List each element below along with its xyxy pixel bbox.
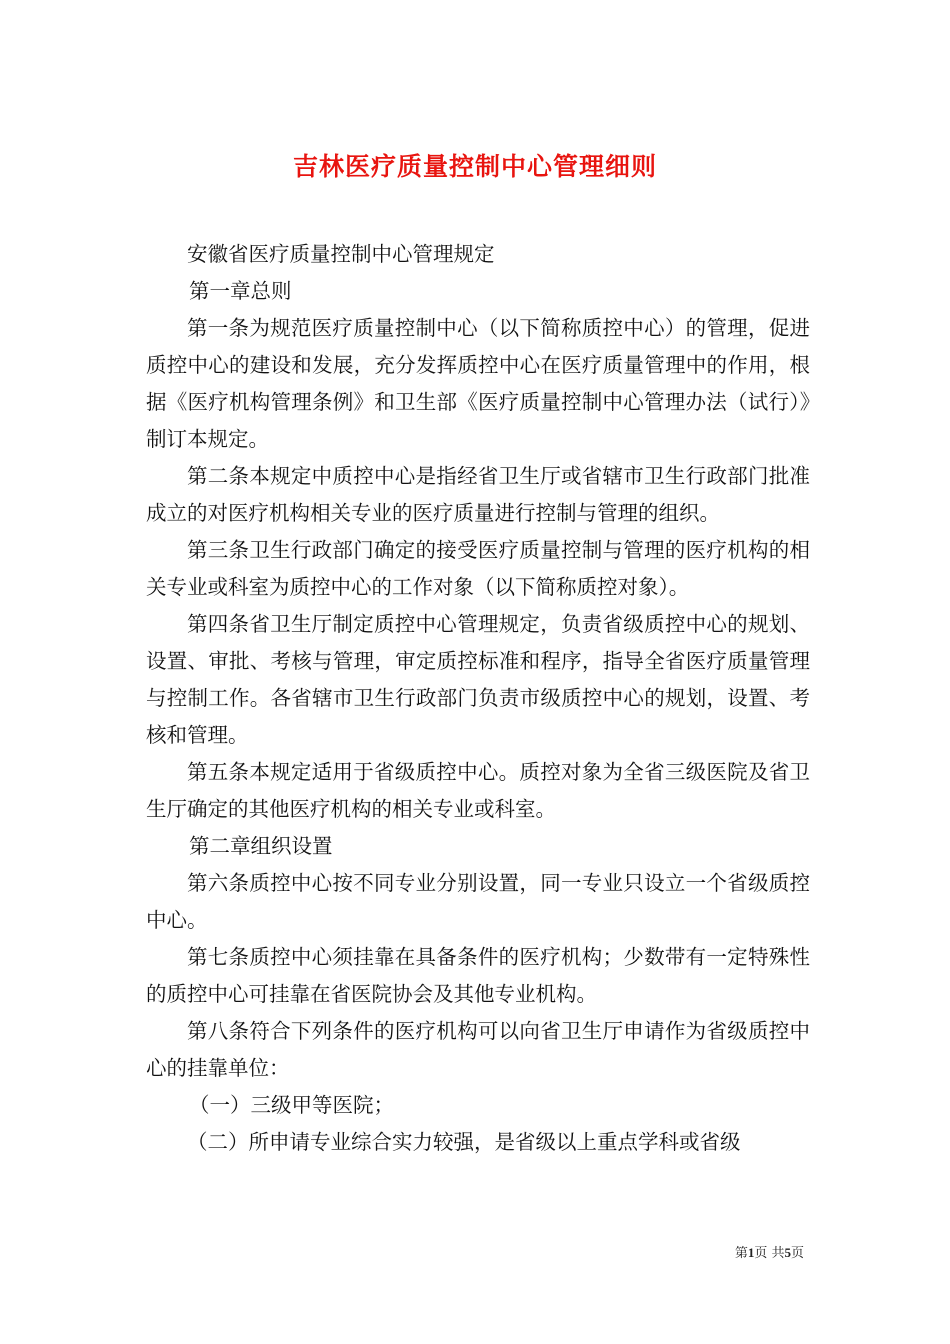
chapter-heading-2: 第二章组织设置 — [189, 834, 333, 858]
footer-suffix: 页 — [790, 1246, 804, 1261]
article-2: 第二条本规定中质控中心是指经省卫生厅或省辖市卫生行政部门批准成立的对医疗机构相关专业的医疗质量进行控制与管理的组织。 — [146, 464, 810, 525]
paragraph-subtitle: 安徽省医疗质量控制中心管理规定 — [187, 242, 495, 266]
footer-page-number: 1 — [747, 1245, 755, 1260]
list-item-1: （一）三级甲等医院； — [189, 1093, 395, 1117]
footer-total-pages: 5 — [784, 1245, 791, 1260]
document-body — [146, 236, 810, 1161]
article-1: 第一条为规范医疗质量控制中心（以下简称质控中心）的管理，促进质控中心的建设和发展，充分发挥质控中心在医疗质量管理中的作用，根据《医疗机构管理条例》和卫生部《医疗质量控制中心管理办法（试行）》制订本规定。 — [146, 316, 810, 451]
chapter-heading-1: 第一章总则 — [189, 279, 292, 303]
article-6: 第六条质控中心按不同专业分别设置，同一专业只设立一个省级质控中心。 — [146, 871, 810, 932]
document-title: 吉林医疗质量控制中心管理细则 — [292, 151, 657, 181]
list-item-2: （二）所申请专业综合实力较强，是省级以上重点学科或省级 — [187, 1130, 741, 1154]
footer-prefix: 第 — [734, 1246, 748, 1261]
article-5: 第五条本规定适用于省级质控中心。质控对象为全省三级医院及省卫生厅确定的其他医疗机构的相关专业或科室。 — [146, 760, 810, 821]
article-4: 第四条省卫生厅制定质控中心管理规定，负责省级质控中心的规划、设置、审批、考核与管理，审定质控标准和程序，指导全省医疗质量管理与控制工作。各省辖市卫生行政部门负责市级质控中心的规划，设置、考核和管理。 — [146, 612, 810, 747]
article-8: 第八条符合下列条件的医疗机构可以向省卫生厅申请作为省级质控中心的挂靠单位： — [146, 1019, 810, 1080]
article-7: 第七条质控中心须挂靠在具备条件的医疗机构；少数带有一定特殊性的质控中心可挂靠在省医院协会及其他专业机构。 — [146, 945, 810, 1006]
footer-middle: 页 共 — [754, 1246, 785, 1261]
page-footer — [735, 1244, 804, 1263]
article-3: 第三条卫生行政部门确定的接受医疗质量控制与管理的医疗机构的相关专业或科室为质控中心的工作对象（以下简称质控对象）。 — [146, 538, 810, 599]
